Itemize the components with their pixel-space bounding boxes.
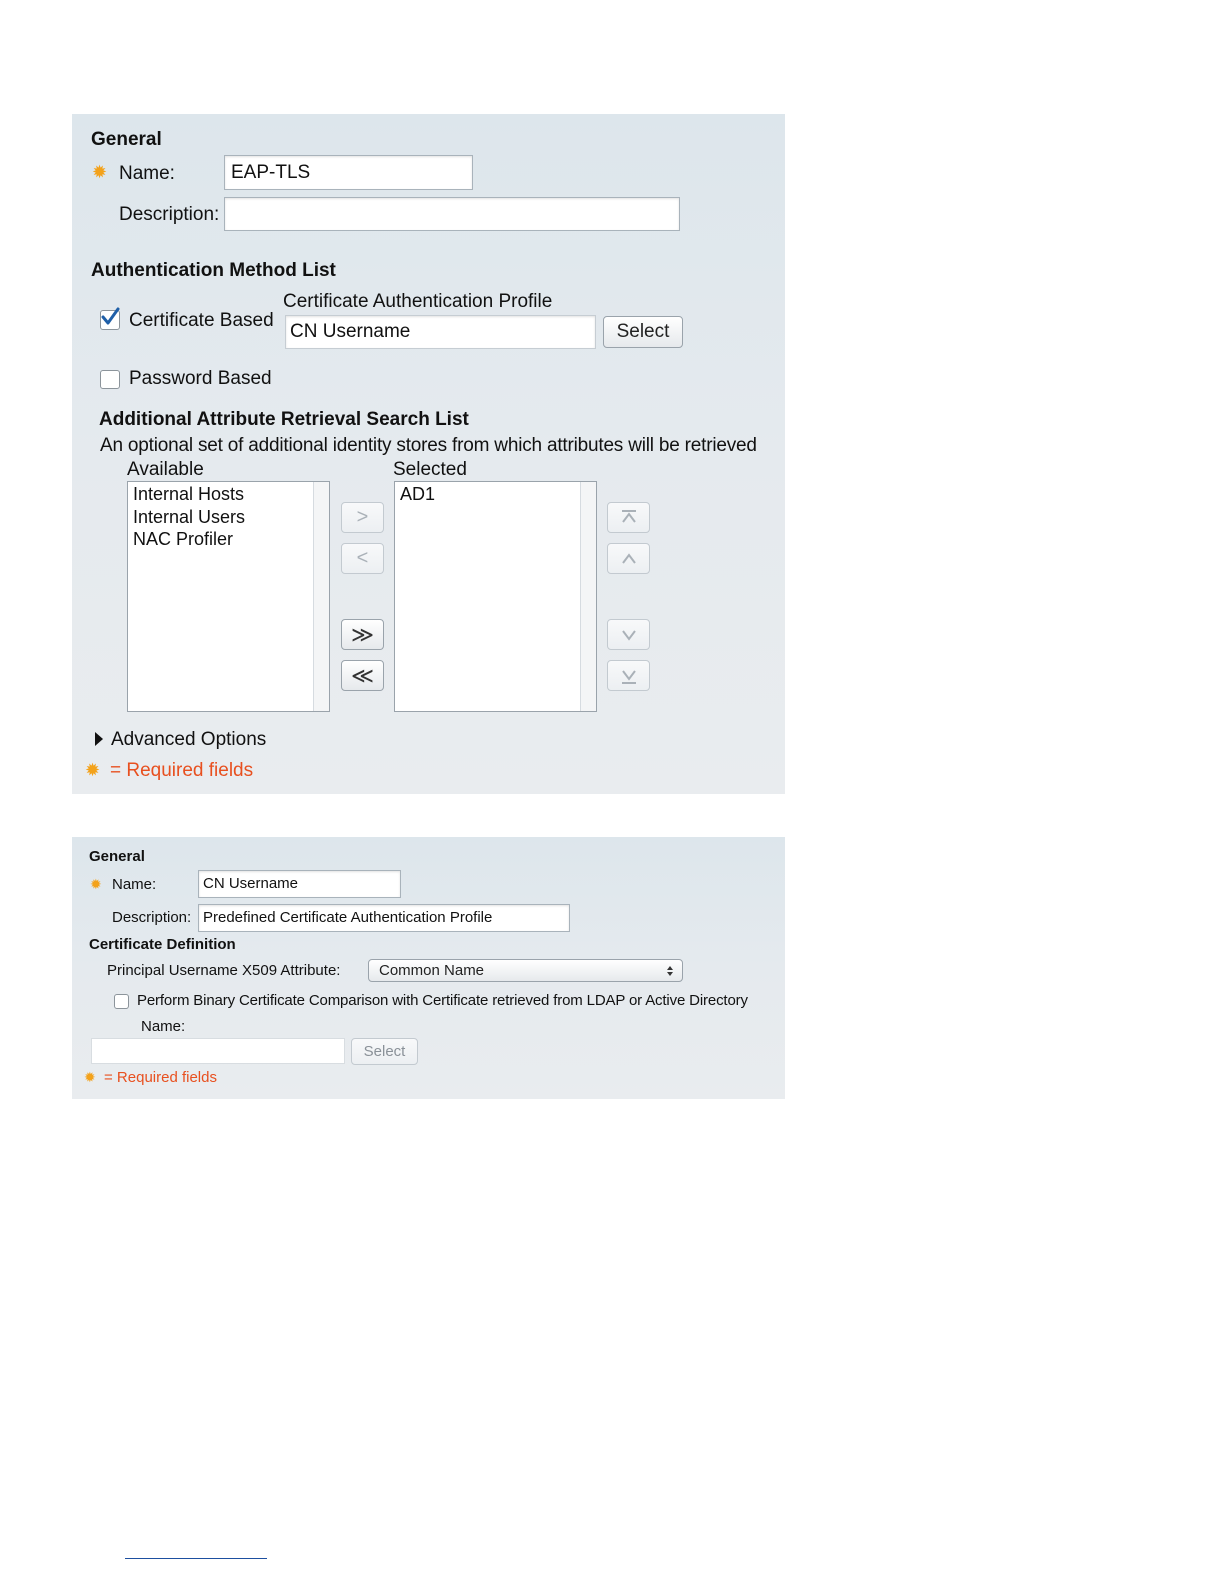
available-list[interactable] bbox=[127, 481, 330, 712]
list-item-internal-hosts[interactable]: Internal Hosts bbox=[133, 484, 245, 504]
gear-icon: ✹ bbox=[90, 876, 102, 892]
attr-search-heading: Additional Attribute Retrieval Search List bbox=[99, 409, 469, 430]
list-item-nac-profiler[interactable]: NAC Profiler bbox=[133, 529, 234, 549]
move-top-icon bbox=[619, 509, 639, 527]
chevron-down-icon bbox=[619, 626, 639, 644]
auth-method-heading: Authentication Method List bbox=[91, 260, 336, 281]
move-bottom-button[interactable] bbox=[607, 660, 650, 691]
description-label: Description: bbox=[112, 909, 192, 926]
move-down-button[interactable] bbox=[607, 619, 650, 650]
move-right-button[interactable]: > bbox=[341, 502, 384, 533]
certificate-based-checkbox[interactable] bbox=[100, 310, 120, 330]
name-label: Name: bbox=[119, 163, 175, 184]
name-field[interactable]: CN Username bbox=[198, 870, 401, 898]
move-bottom-icon bbox=[619, 667, 639, 685]
gear-icon: ✹ bbox=[84, 1069, 96, 1085]
selected-label: Selected bbox=[393, 459, 467, 480]
auth-policy-panel bbox=[72, 114, 785, 794]
selected-list[interactable] bbox=[394, 481, 597, 712]
binary-compare-label: Perform Binary Certificate Comparison with Certificate retrieved from LDAP or Active Directory bbox=[137, 992, 748, 1009]
cert-profile-panel bbox=[72, 837, 785, 1099]
available-label: Available bbox=[127, 459, 204, 480]
chevron-up-icon bbox=[619, 550, 639, 568]
up-down-arrows-icon bbox=[666, 965, 674, 977]
list-item-internal-users[interactable]: Internal Users bbox=[133, 506, 246, 527]
cert-profile-field[interactable]: CN Username bbox=[285, 315, 596, 349]
gear-icon: ✹ bbox=[85, 760, 101, 780]
move-left-button[interactable]: < bbox=[341, 543, 384, 574]
attr-search-description: An optional set of additional identity stores from which attributes will be retrieved bbox=[100, 435, 757, 456]
cert-profile-label: Certificate Authentication Profile bbox=[283, 291, 553, 312]
password-based-checkbox[interactable] bbox=[100, 370, 120, 389]
principal-attr-value: Common Name bbox=[379, 962, 485, 979]
available-items bbox=[128, 482, 329, 551]
cert-definition-heading: Certificate Definition bbox=[89, 936, 236, 953]
description-field[interactable] bbox=[224, 197, 680, 231]
principal-attr-label: Principal Username X509 Attribute: bbox=[107, 962, 341, 979]
general-heading: General bbox=[89, 848, 145, 865]
password-based-label: Password Based bbox=[129, 368, 272, 389]
check-icon bbox=[100, 307, 120, 327]
selected-items bbox=[395, 482, 596, 506]
binary-compare-checkbox[interactable] bbox=[114, 994, 129, 1009]
triangle-right-icon bbox=[94, 732, 104, 746]
advanced-options-label: Advanced Options bbox=[111, 729, 267, 750]
move-top-button[interactable] bbox=[607, 502, 650, 533]
list-item-ad1[interactable]: AD1 bbox=[400, 484, 436, 504]
name-label: Name: bbox=[112, 876, 157, 893]
cert-profile-select-button[interactable]: Select bbox=[603, 316, 683, 348]
move-all-right-button[interactable]: ≫ bbox=[341, 619, 384, 650]
move-all-left-button[interactable]: ≪ bbox=[341, 660, 384, 691]
description-label: Description: bbox=[119, 204, 220, 225]
certificate-based-label: Certificate Based bbox=[129, 310, 274, 331]
name-field[interactable]: EAP-TLS bbox=[224, 155, 473, 190]
required-fields-note: = Required fields bbox=[104, 1069, 217, 1086]
principal-attr-select[interactable] bbox=[368, 959, 683, 982]
selected-list-scrollbar[interactable] bbox=[580, 482, 596, 711]
gear-icon: ✹ bbox=[92, 162, 108, 182]
sub-name-field[interactable] bbox=[91, 1038, 345, 1064]
description-field[interactable]: Predefined Certificate Authentication Profile bbox=[198, 904, 570, 932]
available-list-scrollbar[interactable] bbox=[313, 482, 329, 711]
sub-name-select-button[interactable]: Select bbox=[351, 1038, 418, 1065]
sub-name-label: Name: bbox=[141, 1018, 186, 1035]
move-up-button[interactable] bbox=[607, 543, 650, 574]
footnote-divider bbox=[125, 1558, 267, 1559]
required-fields-note: = Required fields bbox=[110, 760, 254, 781]
general-heading: General bbox=[91, 129, 162, 150]
